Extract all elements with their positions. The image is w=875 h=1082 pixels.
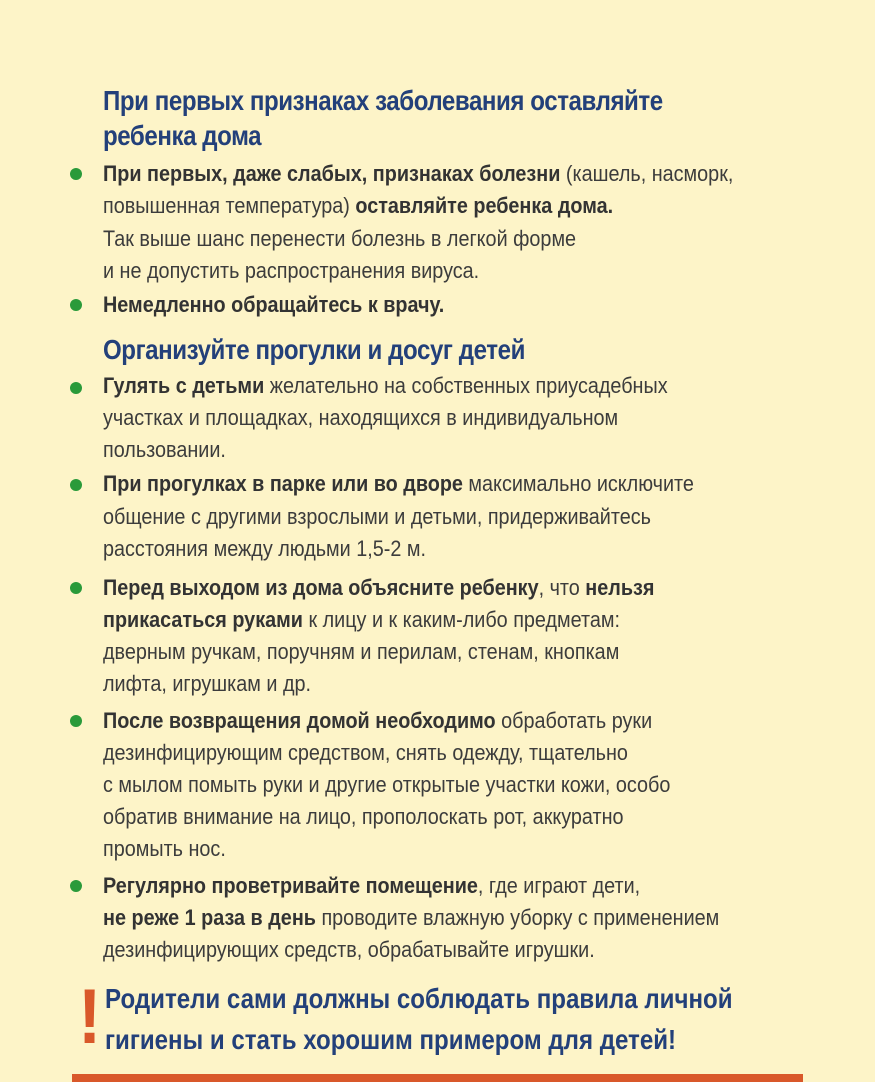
s2-item1-line1: Гулять с детьми желательно на собственных приусадебных bbox=[103, 373, 668, 398]
exclamation-icon: ! bbox=[78, 972, 102, 1060]
bullet-icon bbox=[70, 715, 82, 727]
s2-item5-line1: Регулярно проветривайте помещение, где играют дети, bbox=[103, 873, 641, 898]
s2-item2-line1: При прогулках в парке или во дворе максимально исключите bbox=[103, 471, 694, 496]
footer-line2: гигиены и стать хорошим примером для детей! bbox=[105, 1024, 677, 1055]
bottom-divider bbox=[72, 1074, 803, 1082]
s2-item1-line3: пользовании. bbox=[103, 437, 226, 462]
s2-item3-line3: дверным ручкам, поручням и перилам, стенам, кнопкам bbox=[103, 639, 620, 664]
s2-item3-line2: прикасаться руками к лицу и к каким-либо предметам: bbox=[103, 607, 620, 632]
bullet-icon bbox=[70, 880, 82, 892]
bullet-icon bbox=[70, 168, 82, 180]
s2-item4-line1: После возвращения домой необходимо обработать руки bbox=[103, 708, 653, 733]
section1-heading-line1: При первых признаках заболевания оставляйте bbox=[103, 85, 663, 116]
section2-heading: Организуйте прогулки и досуг детей bbox=[103, 334, 525, 365]
s2-item4-line5: промыть нос. bbox=[103, 836, 226, 861]
s2-item4-line3: с мылом помыть руки и другие открытые участки кожи, особо bbox=[103, 772, 671, 797]
s2-item4-line2: дезинфицирующим средством, снять одежду, тщательно bbox=[103, 740, 628, 765]
s1-item2-line1: Немедленно обращайтесь к врачу. bbox=[103, 292, 445, 317]
s2-item3-line4: лифта, игрушкам и др. bbox=[103, 671, 312, 696]
s2-item2-line2: общение с другими взрослыми и детьми, придерживайтесь bbox=[103, 504, 651, 529]
s1-item1-line3: Так выше шанс перенести болезнь в легкой форме bbox=[103, 226, 577, 251]
bullet-icon bbox=[70, 479, 82, 491]
bullet-icon bbox=[70, 382, 82, 394]
s2-item5-line3: дезинфицирующих средств, обрабатывайте игрушки. bbox=[103, 937, 595, 962]
section1-heading-line2: ребенка дома bbox=[103, 120, 262, 151]
s2-item2-line3: расстояния между людьми 1,5-2 м. bbox=[103, 536, 426, 561]
s2-item1-line2: участках и площадках, находящихся в индивидуальном bbox=[103, 405, 619, 430]
footer-line1: Родители сами должны соблюдать правила личной bbox=[105, 983, 733, 1014]
bullet-icon bbox=[70, 582, 82, 594]
s2-item5-line2: не реже 1 раза в день проводите влажную уборку с применением bbox=[103, 905, 720, 930]
bullet-icon bbox=[70, 299, 82, 311]
s1-item1-line1: При первых, даже слабых, признаках болезни (кашель, насморк, bbox=[103, 161, 734, 186]
s2-item4-line4: обратив внимание на лицо, прополоскать рот, аккуратно bbox=[103, 804, 624, 829]
s1-item1-line4: и не допустить распространения вируса. bbox=[103, 258, 480, 283]
s2-item3-line1: Перед выходом из дома объясните ребенку, что нельзя bbox=[103, 575, 655, 600]
s1-item1-line2: повышенная температура) оставляйте ребенка дома. bbox=[103, 193, 614, 218]
